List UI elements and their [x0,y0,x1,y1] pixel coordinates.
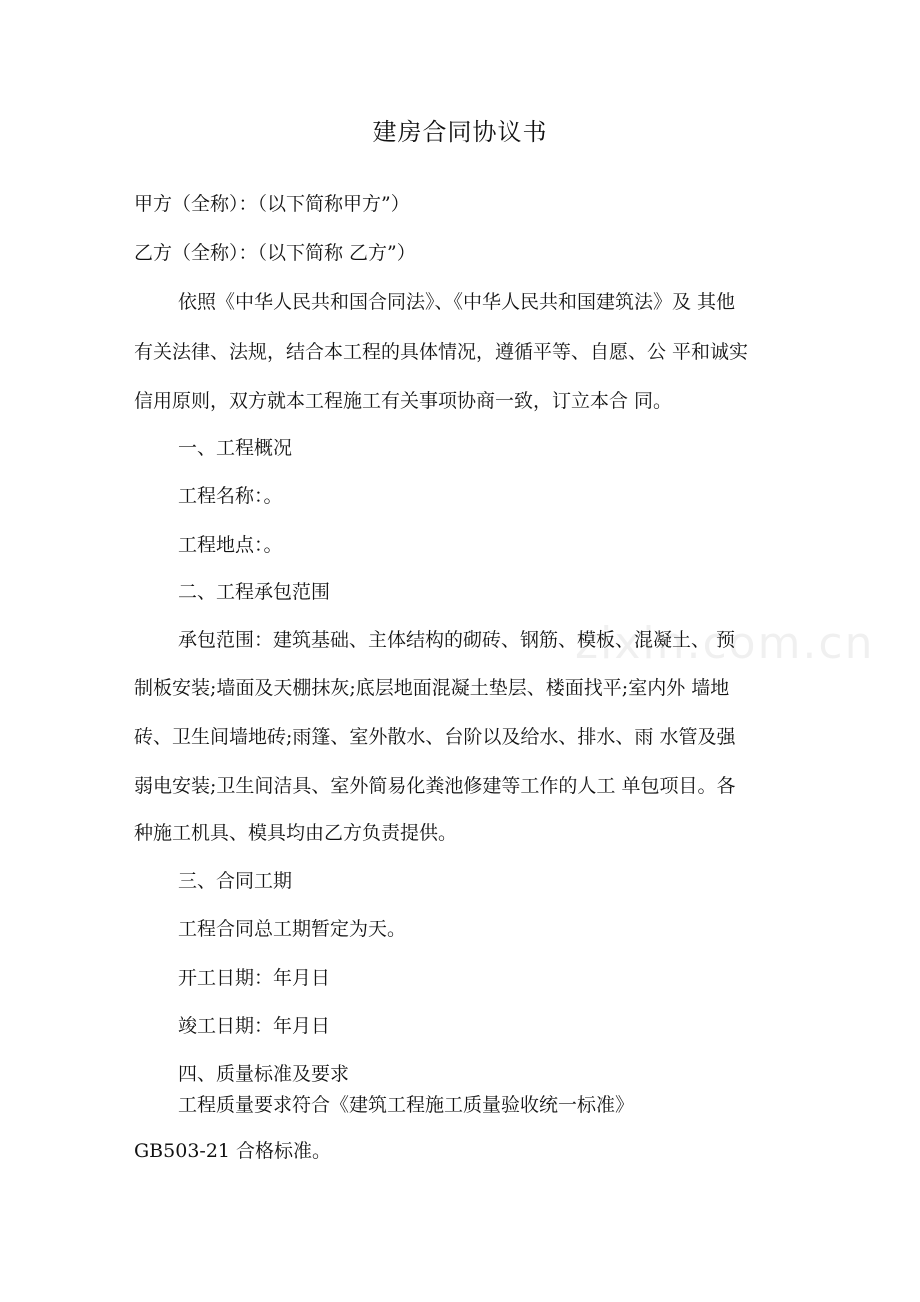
section-3-heading: 三、合同工期 [178,870,293,892]
party-a-line: 甲方（全称）：（以下简称甲方”） [134,193,410,215]
section-4-heading: 四、质量标准及要求 [178,1063,350,1085]
preamble-line-3: 信用原则，双方就本工程施工有关事项协商一致，订立本合 同。 [134,390,673,412]
start-date-line: 开工日期：年月日 [178,967,331,989]
quality-requirement-line: 工程质量要求符合《建筑工程施工质量验收统一标准》 [178,1094,635,1116]
preamble-line-2: 有关法律、法规，结合本工程的具体情况，遵循平等、自愿、公 平和诚实 [134,341,749,363]
party-b-line: 乙方（全称）：（以下简称 乙方”） [134,242,416,264]
project-name-line: 工程名称：。 [178,485,283,507]
preamble-line-1: 依照《中华人民共和国合同法》、《中华人民共和国建筑法》及 其他 [178,291,736,313]
scope-line-3: 砖、卫生间墙地砖;雨篷、室外散水、台阶以及给水、排水、雨 水管及强 [134,726,736,748]
scope-line-1: 承包范围：建筑基础、主体结构的砌砖、钢筋、模板、混凝土、 预 [178,629,736,651]
document-title: 建房合同协议书 [372,118,548,146]
scope-line-4: 弱电安装;卫生间洁具、室外简易化粪池修建等工作的人工 单包项目。各 [134,775,736,797]
duration-line: 工程合同总工期暂定为天。 [178,918,407,940]
section-2-heading: 二、工程承包范围 [178,581,331,603]
section-1-heading: 一、工程概况 [178,437,293,459]
watermark-text: zixin.com.cn [575,618,875,669]
project-location-line: 工程地点：。 [178,534,283,556]
scope-line-5: 种施工机具、模具均由乙方负责提供。 [134,822,458,844]
quality-standard-line: GB503-21 合格标准。 [134,1140,332,1162]
scope-line-2: 制板安装;墙面及天棚抹灰;底层地面混凝土垫层、楼面找平;室内外 墙地 [134,677,730,699]
end-date-line: 竣工日期：年月日 [178,1015,331,1037]
